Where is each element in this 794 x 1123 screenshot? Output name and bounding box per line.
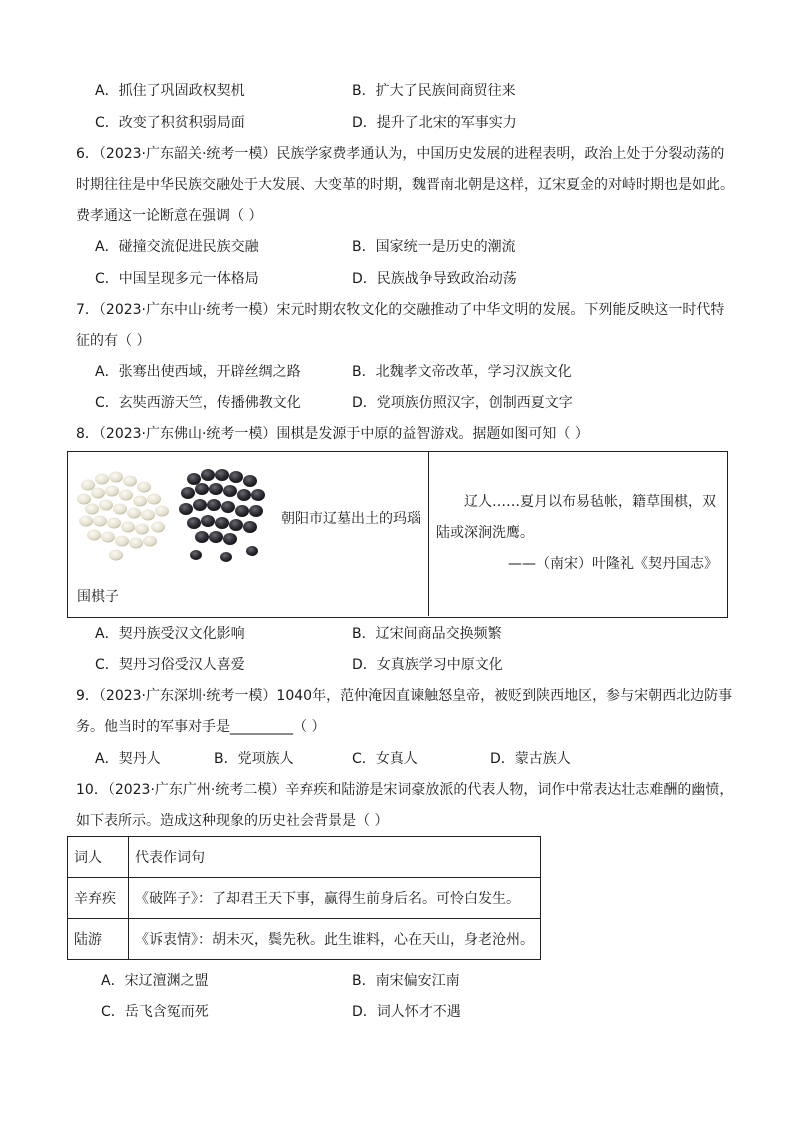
q7-stem-line-2: 征的有（ ） [76,333,151,349]
q9-stem-line-2: 务。他当时的军事对手是_________（ ） [76,719,326,735]
q8-box-divider [428,451,429,616]
q8-option-d[interactable]: D．女真族学习中原文化 [352,657,503,673]
q9-stem-line-1: 9．（2023·广东深圳·统考一模）1040年，范仲淹因直谏触怒皇帝，被贬到陕西地区，参与宋朝西北边防事 [76,688,733,704]
q9-option-a[interactable]: A．契丹人 [95,751,161,767]
q6-option-b[interactable]: B．国家统一是历史的潮流 [352,239,516,255]
q10-poem-table [67,836,541,960]
table-row [68,919,541,960]
table-cell-poet: 辛弃疾 [68,878,129,919]
q6-stem-line-2: 时期往往是中华民族交融处于大发展、大变革的时期，魏晋南北朝是这样，辽宋夏金的对峙时期也是如此。 [76,177,734,193]
q5-option-d[interactable]: D．提升了北宋的军事实力 [352,115,517,131]
q7-option-c[interactable]: C．玄奘西游天竺，传播佛教文化 [95,395,301,411]
q10-option-b[interactable]: B．南宋偏安江南 [352,973,460,989]
q8-option-a[interactable]: A．契丹族受汉文化影响 [95,626,245,642]
q8-quote-source: ——（南宋）叶隆礼《契丹国志》 [508,556,718,572]
q6-option-d[interactable]: D．民族战争导致政治动荡 [352,271,517,287]
agate-go-pieces-photo [76,465,276,565]
table-cell-poet: 陆游 [68,919,129,960]
q6-stem-line-3: 费孝通这一论断意在强调（ ） [76,208,263,224]
q8-image-caption-2: 围棋子 [77,589,119,605]
q7-stem-line-1: 7．（2023·广东中山·统考一模）宋元时期农牧文化的交融推动了中华文明的发展。下列能反映这一时代特 [76,302,725,318]
q7-option-a[interactable]: A．张骞出使西域，开辟丝绸之路 [95,364,301,380]
q10-stem-line-1: 10．（2023·广东广州·统考二模）辛弃疾和陆游是宋词豪放派的代表人物，词作中常表达壮志难酬的幽愤， [76,782,734,798]
q9-option-c[interactable]: C．女真人 [352,751,418,767]
q7-option-d[interactable]: D．党项族仿照汉字，创制西夏文字 [352,395,573,411]
q5-option-b[interactable]: B．扩大了民族间商贸往来 [352,83,516,99]
q10-option-d[interactable]: D．词人怀才不遇 [352,1004,461,1020]
q6-option-a[interactable]: A．碰撞交流促进民族交融 [95,239,259,255]
q8-stem: 8．（2023·广东佛山·统考一模）围棋是发源于中原的益智游戏。据题如图可知（ ） [76,426,589,442]
q5-option-c[interactable]: C．改变了积贫积弱局面 [95,115,245,131]
q7-option-b[interactable]: B．北魏孝文帝改革，学习汉族文化 [352,364,572,380]
table-header-row [68,837,541,878]
q6-option-c[interactable]: C．中国呈现多元一体格局 [95,271,259,287]
q5-option-a[interactable]: A．抓住了巩固政权契机 [95,83,245,99]
table-header-poet: 词人 [68,837,129,878]
q8-option-c[interactable]: C．契丹习俗受汉人喜爱 [95,657,245,673]
q9-option-b[interactable]: B．党项族人 [214,751,294,767]
q8-quote-line-1: 辽人……夏月以布易毡帐，籍草围棋，双 [464,494,716,510]
white-stones [77,472,169,561]
go-stones-image [76,465,276,565]
q10-option-c[interactable]: C．岳飞含冤而死 [101,1004,209,1020]
table-cell-verse: 《破阵子》：了却君王天下事，赢得生前身后名。可怜白发生。 [129,878,541,919]
black-stones [179,469,265,562]
q8-option-b[interactable]: B．辽宋间商品交换频繁 [352,626,502,642]
table-cell-verse: 《诉衷情》：胡未灭，鬓先秋。此生谁料，心在天山，身老沧州。 [129,919,541,960]
table-row [68,878,541,919]
q8-quote-line-2: 陆或深涧洗鹰。 [436,525,534,541]
q10-option-a[interactable]: A．宋辽澶渊之盟 [101,973,209,989]
q10-stem-line-2: 如下表所示。造成这种现象的历史社会背景是（ ） [76,813,389,829]
q9-option-d[interactable]: D．蒙古族人 [490,751,571,767]
q6-stem-line-1: 6．（2023·广东韶关·统考一模）民族学家费孝通认为，中国历史发展的进程表明，政治上处于分裂动荡的 [76,146,725,162]
table-header-verse: 代表作词句 [129,837,541,878]
q8-image-caption-1: 朝阳市辽墓出土的玛瑙 [281,511,421,527]
